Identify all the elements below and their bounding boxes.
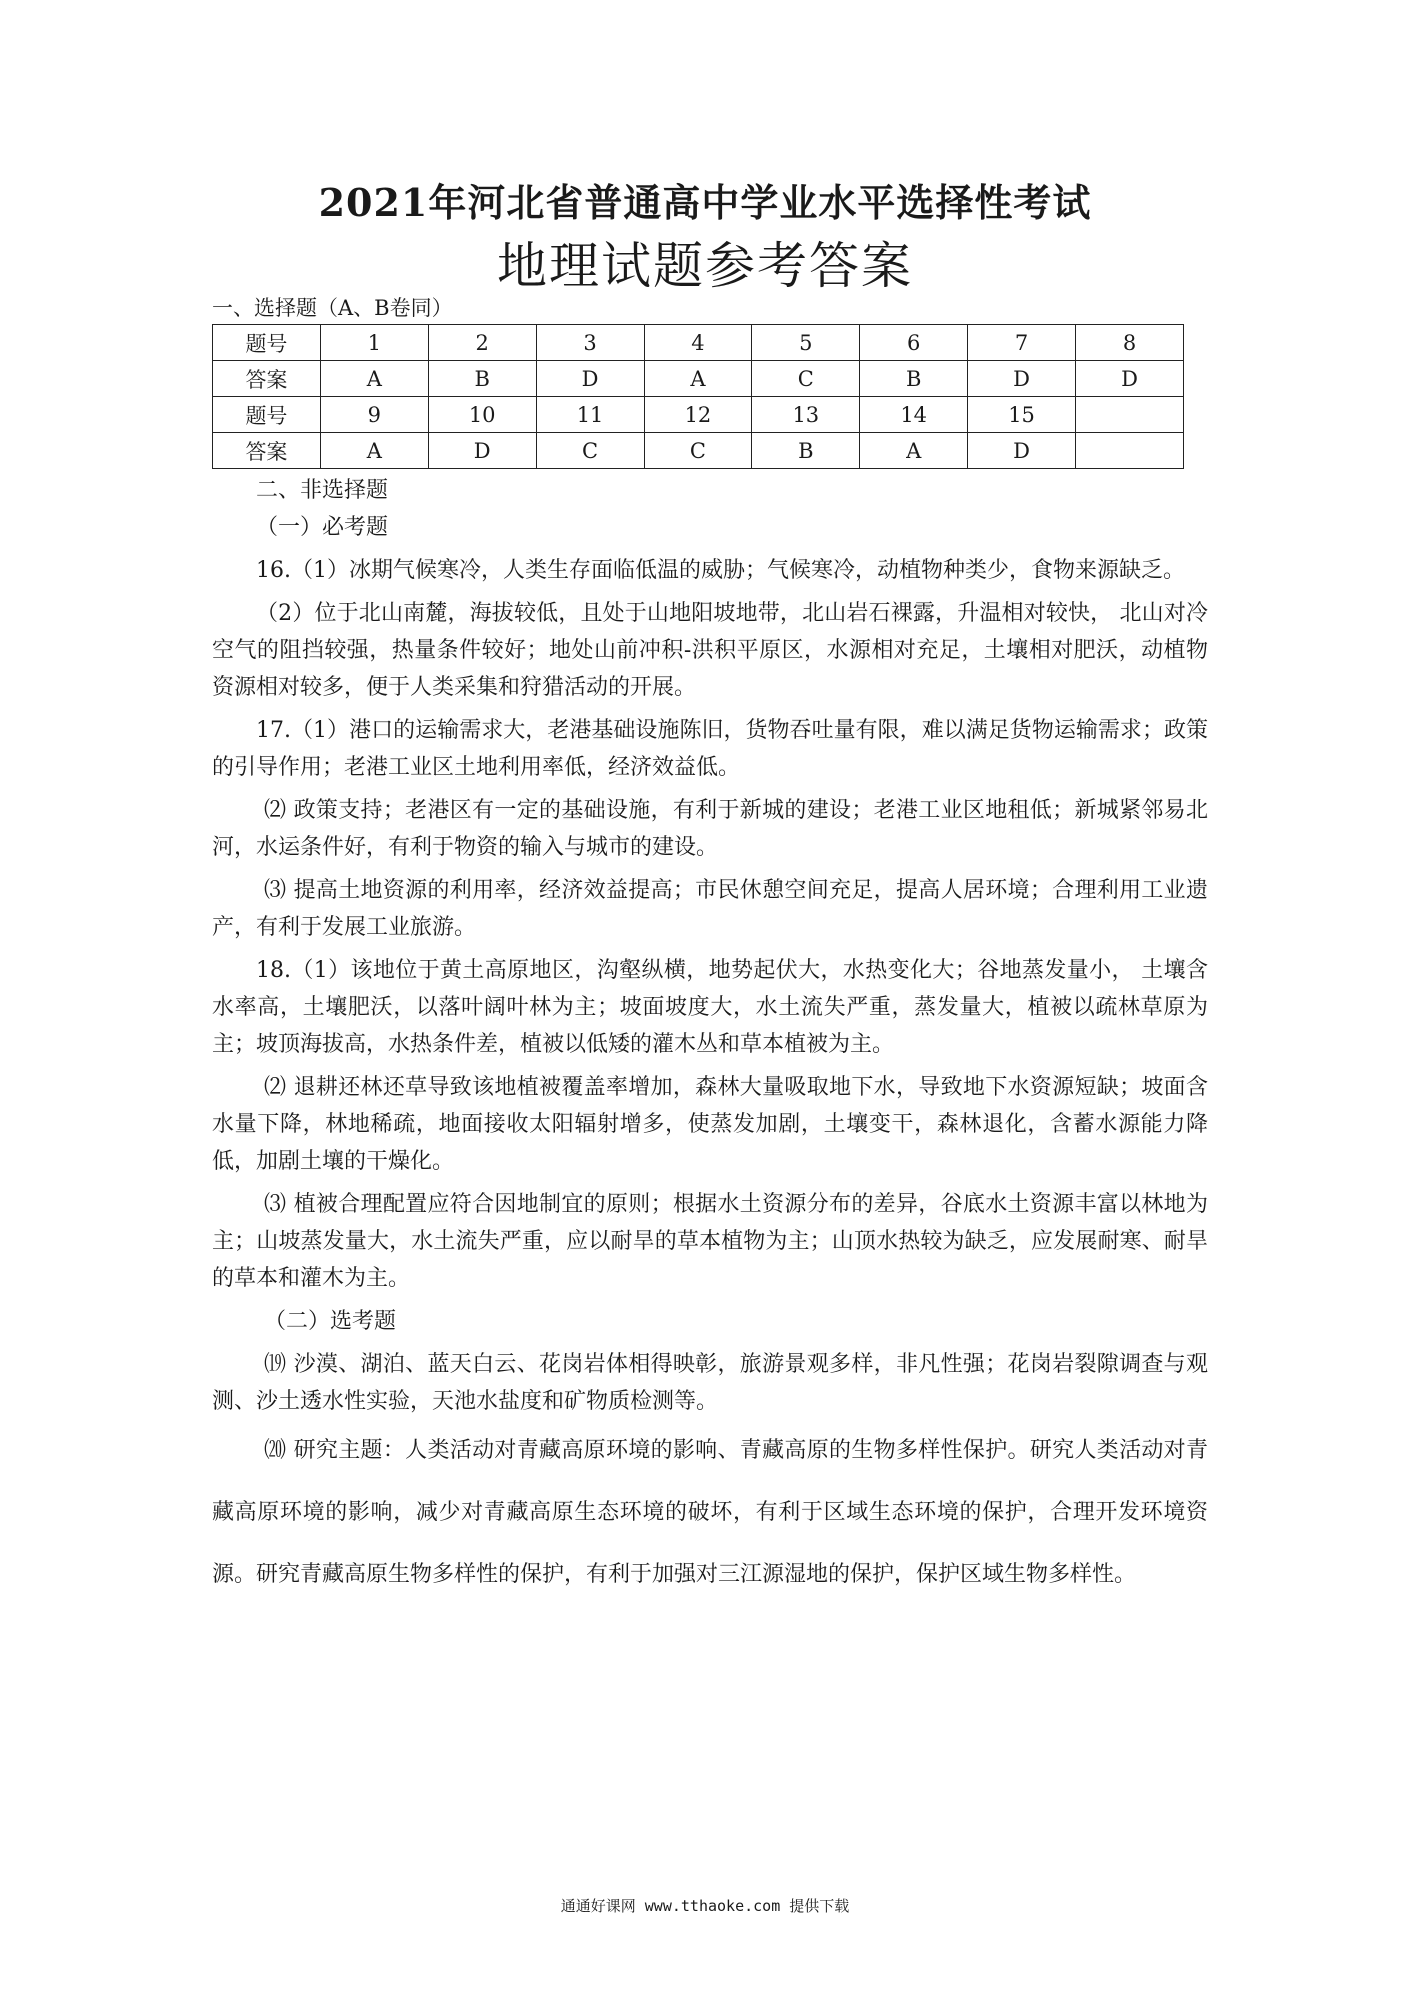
answer-16-2: （2）位于北山南麓，海拔较低，且处于山地阳坡地带，北山岩石裸露，升温相对较快， 北山对冷空气的阻挡较强，热量条件较好；地处山前冲积-洪积平原区，水源相对充足，土壤相对肥沃，动植物资源相对较多，便于人类采集和狩猎活动的开展。 — [212, 601, 1208, 700]
answer-table — [212, 324, 1184, 469]
answer-table-row — [213, 433, 1184, 469]
answer-table-cell: A — [320, 433, 428, 469]
answer-table-cell: 9 — [320, 397, 428, 433]
answer-table-cell: 11 — [536, 397, 644, 433]
answer-table-cell: 10 — [428, 397, 536, 433]
answer-table-cell: 5 — [752, 325, 860, 361]
answer-table-cell — [1076, 433, 1184, 469]
exam-subtitle: 地理试题参考答案 — [497, 237, 913, 295]
footer-source: 通通好课网 www.tthaoke.com 提供下载 — [560, 1897, 850, 1915]
answer-20: ⒇ 研究主题：人类活动对青藏高原环境的影响、青藏高原的生物多样性保护。研究人类活动对青藏高原环境的影响，减少对青藏高原生态环境的破坏，有利于区域生态环境的保护，合理开发环境资源。研究青藏高原生物多样性的保护，有利于加强对三江源湿地的保护，保护区域生物多样性。 — [212, 1438, 1208, 1587]
answer-16-1: 16.（1）冰期气候寒冷，人类生存面临低温的威胁；气候寒冷，动植物种类少，食物来源缺乏。 — [256, 558, 1185, 583]
answer-table-cell: 6 — [860, 325, 968, 361]
answer-table-cell: 14 — [860, 397, 968, 433]
exam-title: 2021年河北省普通高中学业水平选择性考试 — [318, 180, 1092, 225]
answer-18-3: ⑶ 植被合理配置应符合因地制宜的原则；根据水土资源分布的差异，谷底水土资源丰富以林地为主；山坡蒸发量大，水土流失严重，应以耐旱的草本植物为主；山顶水热较为缺乏，应发展耐寒、耐旱的草本和灌木为主。 — [212, 1192, 1208, 1291]
subsection-required: （一）必考题 — [256, 515, 389, 540]
answer-table-cell: B — [860, 361, 968, 397]
answer-table-cell: C — [536, 433, 644, 469]
answer-table-cell: 8 — [1076, 325, 1184, 361]
answer-table-cell: 2 — [428, 325, 536, 361]
answer-18-2: ⑵ 退耕还林还草导致该地植被覆盖率增加，森林大量吸取地下水，导致地下水资源短缺；坡面含水量下降，林地稀疏，地面接收太阳辐射增多，使蒸发加剧，土壤变干，森林退化，含蓄水源能力降低，加剧土壤的干燥化。 — [212, 1075, 1208, 1174]
answer-table-cell: A — [320, 361, 428, 397]
answer-table-cell: D — [1076, 361, 1184, 397]
answer-table-cell: A — [860, 433, 968, 469]
answer-body — [212, 472, 1208, 1606]
answer-17-2: ⑵ 政策支持；老港区有一定的基础设施，有利于新城的建设；老港工业区地租低；新城紧邻易北河，水运条件好，有利于物资的输入与城市的建设。 — [212, 798, 1208, 860]
answer-table-row-header: 题号 — [213, 397, 321, 433]
answer-table-cell: D — [968, 433, 1076, 469]
answer-table-cell: 7 — [968, 325, 1076, 361]
answer-table-row-header: 答案 — [213, 361, 321, 397]
answer-table-cell: C — [752, 361, 860, 397]
answer-19: ⒆ 沙漠、湖泊、蓝天白云、花岗岩体相得映彰，旅游景观多样，非凡性强；花岗岩裂隙调查与观测、沙土透水性实验，天池水盐度和矿物质检测等。 — [212, 1352, 1208, 1414]
answer-17-3: ⑶ 提高土地资源的利用率，经济效益提高；市民休憩空间充足，提高人居环境；合理利用工业遗产，有利于发展工业旅游。 — [212, 878, 1208, 940]
answer-18-1: 18.（1）该地位于黄土高原地区，沟壑纵横，地势起伏大，水热变化大；谷地蒸发量小， 土壤含水率高，土壤肥沃，以落叶阔叶林为主；坡面坡度大，水土流失严重，蒸发量大，植被以疏林草原为主；坡顶海拔高，水热条件差，植被以低矮的灌木丛和草本植被为主。 — [212, 958, 1208, 1057]
answer-table-row — [213, 361, 1184, 397]
answer-table-cell: 13 — [752, 397, 860, 433]
answer-table-cell: 4 — [644, 325, 752, 361]
answer-table-cell: 1 — [320, 325, 428, 361]
answer-table-cell: B — [428, 361, 536, 397]
answer-table-row-header: 题号 — [213, 325, 321, 361]
answer-table-cell: 15 — [968, 397, 1076, 433]
answer-table-cell: 3 — [536, 325, 644, 361]
answer-table-cell — [1076, 397, 1184, 433]
section-heading-nonchoice: 二、非选择题 — [256, 478, 389, 503]
answer-table-row-header: 答案 — [213, 433, 321, 469]
answer-table-cell: C — [644, 433, 752, 469]
answer-table-cell: D — [968, 361, 1076, 397]
answer-table-row — [213, 397, 1184, 433]
subsection-optional: （二）选考题 — [264, 1309, 397, 1334]
answer-table-cell: B — [752, 433, 860, 469]
answer-table-row — [213, 325, 1184, 361]
answer-table-cell: A — [644, 361, 752, 397]
answer-table-cell: D — [428, 433, 536, 469]
answer-table-cell: D — [536, 361, 644, 397]
answer-table-cell: 12 — [644, 397, 752, 433]
section-heading-choice: 一、选择题（A、B卷同） — [212, 296, 453, 320]
answer-17-1: 17.（1）港口的运输需求大，老港基础设施陈旧，货物吞吐量有限，难以满足货物运输需求；政策的引导作用；老港工业区土地利用率低，经济效益低。 — [212, 718, 1208, 780]
